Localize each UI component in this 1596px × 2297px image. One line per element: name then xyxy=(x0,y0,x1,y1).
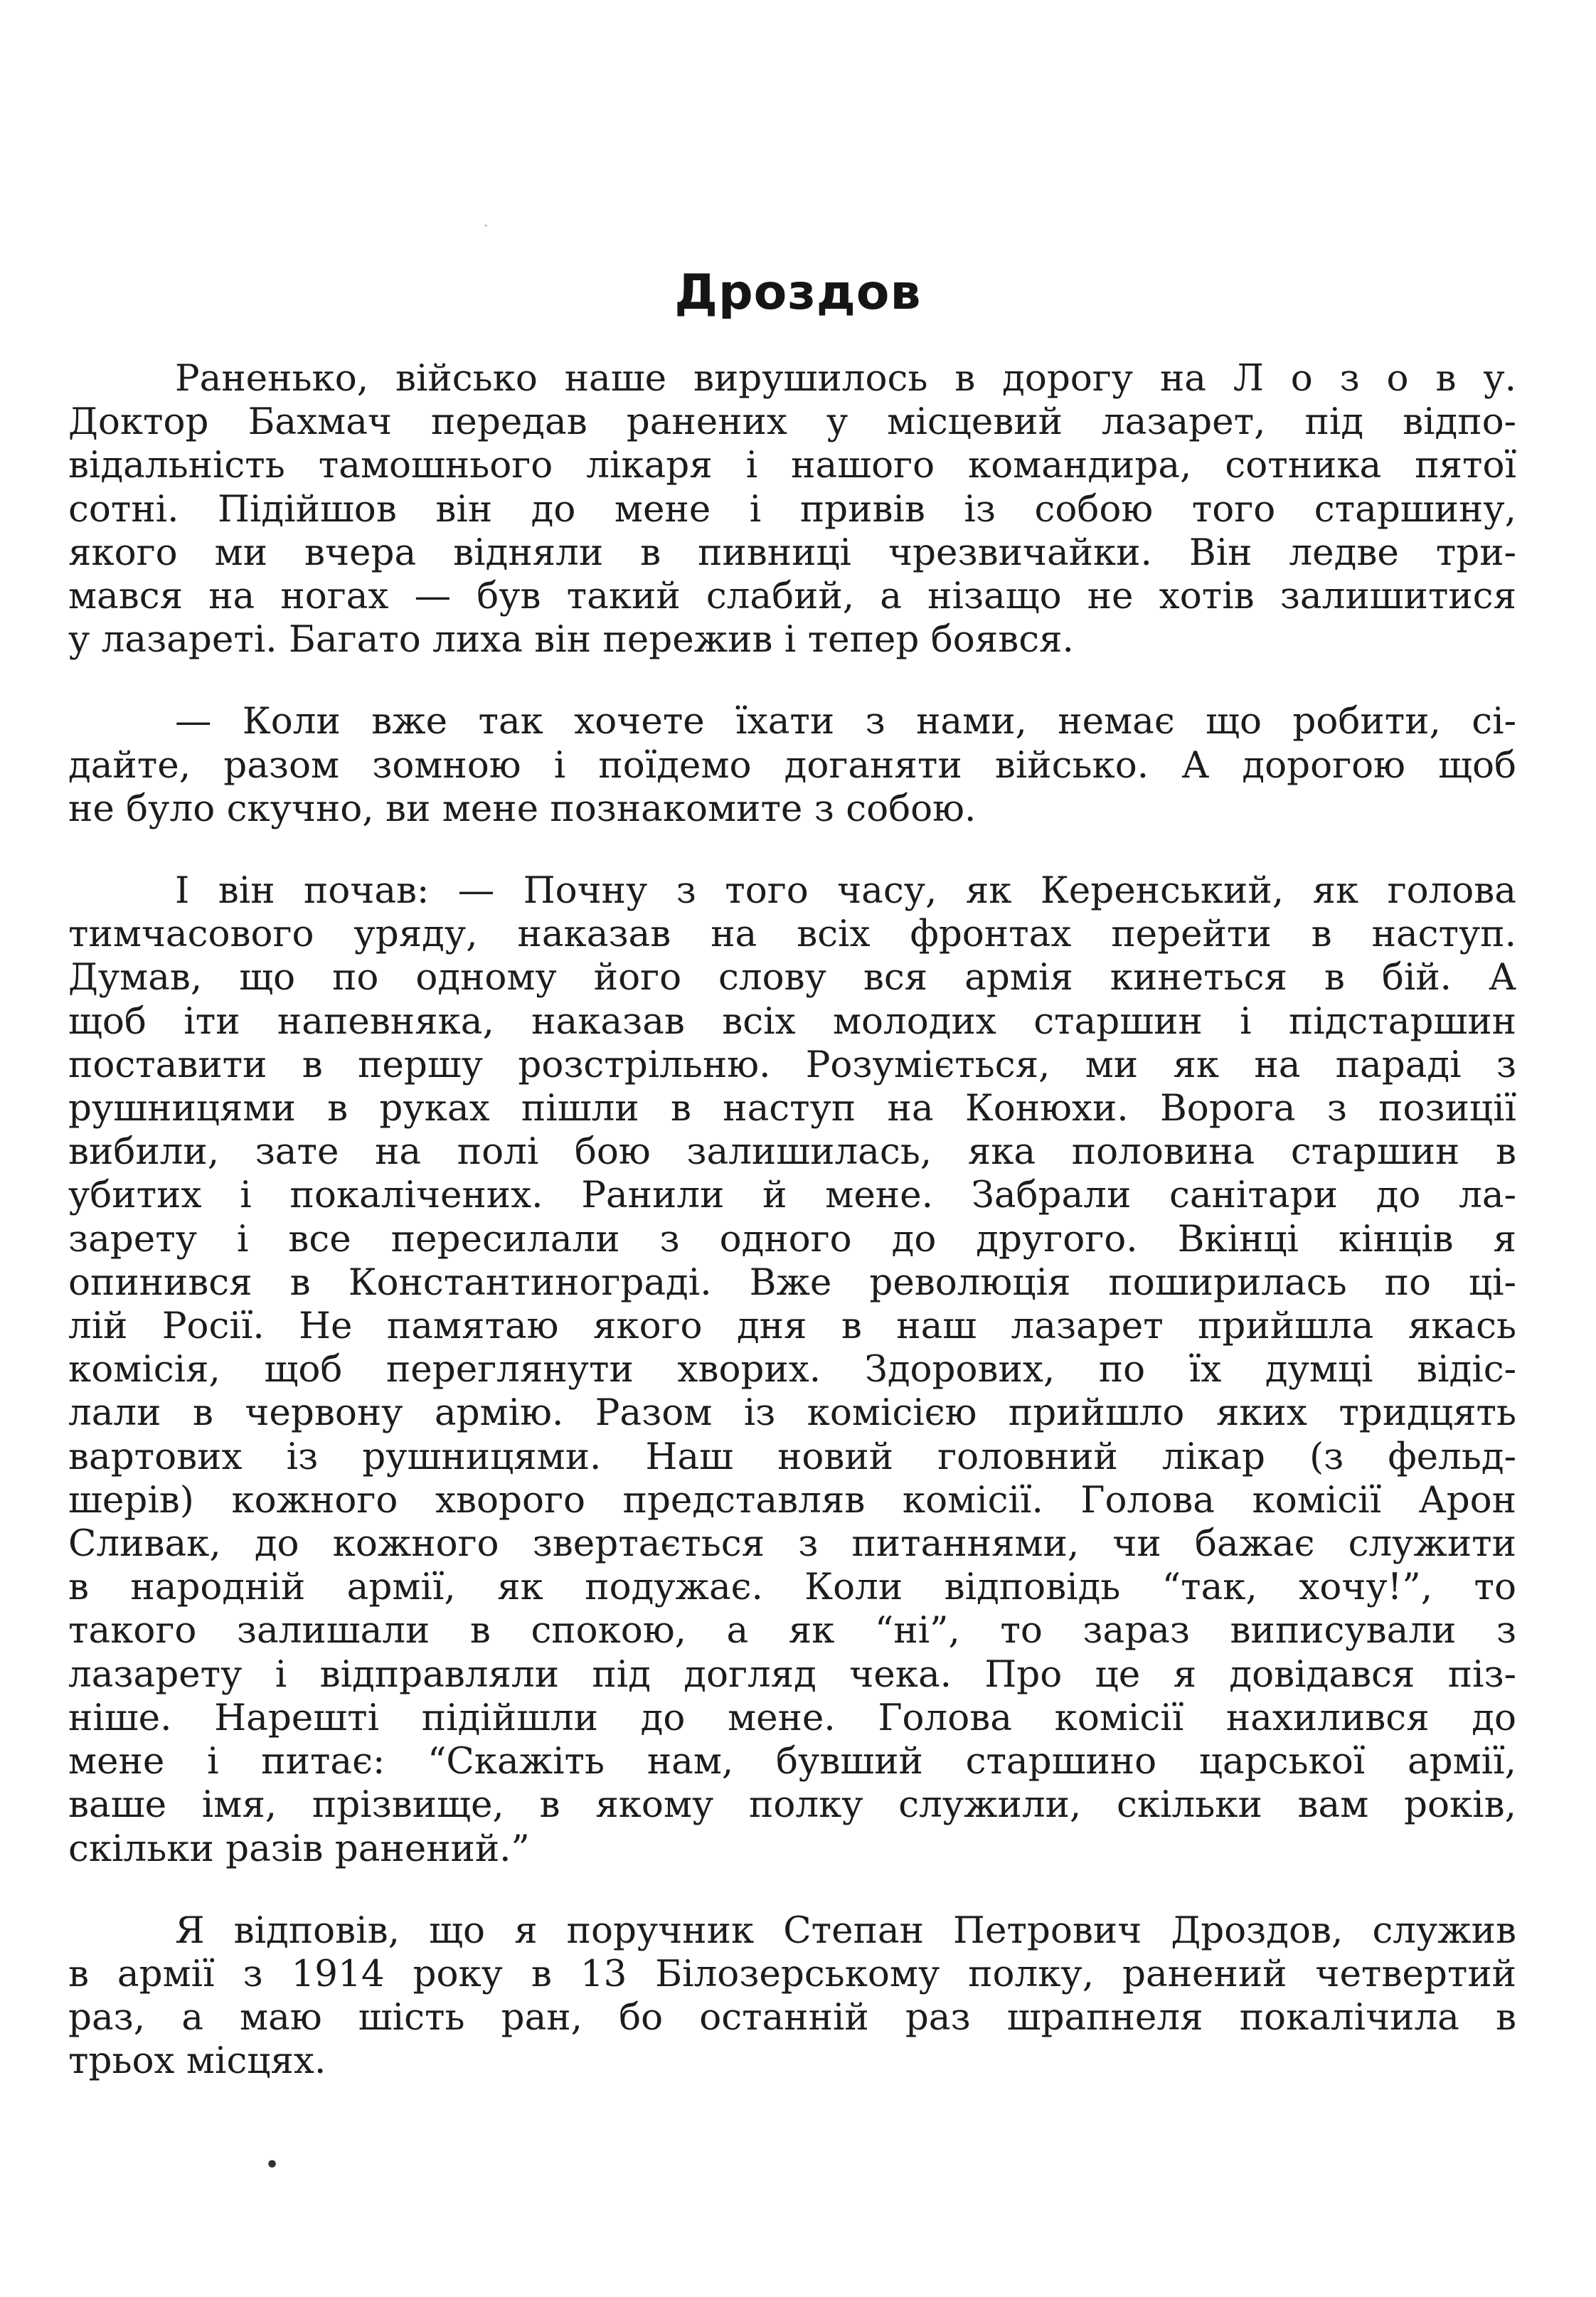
text-line: такого залишали в спокою, а як “ні”, то зараз виписували з xyxy=(68,1609,1516,1653)
text-line: в народній армії, як подужає. Коли відповідь “так, хочу!”, то xyxy=(68,1566,1516,1609)
text-line: рушницями в руках пішли в наступ на Конюхи. Ворога з позиції xyxy=(68,1087,1516,1130)
text-line: Я відповів, що я поручник Степан Петрович Дроздов, служив xyxy=(175,1909,1516,1952)
text-line: Сливак, до кожного звертається з питаннями, чи бажає служити xyxy=(68,1522,1516,1566)
text-line: мене і питає: “Скажіть нам, бувший старшино царської армії, xyxy=(68,1740,1516,1783)
paragraph-1 xyxy=(68,357,1516,662)
ink-dot: • xyxy=(265,2153,280,2177)
text-line: мався на ногах — був такий слабий, а нізащо не хотів залишитися xyxy=(68,575,1516,618)
text-line: ніше. Нарешті підійшли до мене. Голова комісії нахилився до xyxy=(68,1696,1516,1739)
text-line: відальність тамошнього лікаря і нашого командира, сотника пятої xyxy=(68,444,1516,487)
text-line: тимчасового уряду, наказав на всіх фронтах перейти в наступ. xyxy=(68,913,1516,956)
chapter-title: Дроздов xyxy=(674,265,922,321)
text-line: шерів) кожного хворого представляв комісії. Голова комісії Арон xyxy=(68,1478,1516,1522)
text-line: опинився в Константинограді. Вже революція поширилась по ці- xyxy=(68,1261,1516,1304)
text-line: комісія, щоб переглянути хворих. Здорових, по їх думці відіс- xyxy=(68,1348,1516,1391)
text-line: скільки разів ранений.” xyxy=(68,1827,530,1870)
text-line: Раненько, військо наше вирушилось в дорогу на Л о з о в у. xyxy=(175,357,1516,400)
text-line: Доктор Бахмач передав ранених у місцевий лазарет, під відпо- xyxy=(68,400,1516,444)
text-line: лали в червону армію. Разом із комісією прийшло яких тридцять xyxy=(68,1391,1516,1435)
text-line: раз, а маю шість ран, бо останній раз шрапнеля покалічила в xyxy=(68,1996,1516,2039)
text-line: не було скучно, ви мене познакомите з собою. xyxy=(68,787,977,830)
text-line: дайте, разом зомною і поїдемо доганяти військо. А дорогою щоб xyxy=(68,743,1516,787)
text-line: І він почав: — Почну з того часу, як Керенський, як голова xyxy=(175,869,1516,913)
text-line: — Коли вже так хочете їхати з нами, немає що робити, сі- xyxy=(175,700,1516,743)
text-line: вартових із рушницями. Наш новий головний лікар (з фельд- xyxy=(68,1435,1516,1478)
paragraph-2 xyxy=(68,700,1516,831)
text-line: щоб іти напевняка, наказав всіх молодих старшин і підстаршин xyxy=(68,999,1516,1043)
text-line: поставити в першу розстрільню. Розуміється, ми як на параді з xyxy=(68,1043,1516,1086)
text-line: Думав, що по одному його слову вся армія кинеться в бій. А xyxy=(68,956,1516,999)
text-line: зарету і все пересилали з одного до другого. Вкінці кінців я xyxy=(68,1217,1516,1261)
text-line: трьох місцях. xyxy=(68,2039,326,2083)
text-line: лій Росії. Не памятаю якого дня в наш лазарет прийшла якась xyxy=(68,1305,1516,1348)
body-text xyxy=(68,357,1516,2122)
text-line: якого ми вчера відняли в пивниці чрезвичайки. Він ледве три- xyxy=(68,531,1516,574)
text-line: лазарету і відправляли під догляд чека. Про це я довідався піз- xyxy=(68,1653,1516,1696)
text-line: у лазареті. Багато лиха він пережив і тепер боявся. xyxy=(68,618,1074,662)
text-line: сотні. Підійшов він до мене і привів із собою того старшину, xyxy=(68,487,1516,531)
text-line: в армії з 1914 року в 13 Білозерському полку, ранений четвертий xyxy=(68,1952,1516,1995)
text-line: убитих і покалічених. Ранили й мене. Забрали санітари до ла- xyxy=(68,1174,1516,1217)
paragraph-3 xyxy=(68,869,1516,1871)
text-line: ваше імя, прізвище, в якому полку служили, скільки вам років, xyxy=(68,1783,1516,1827)
text-line: вибили, зате на полі бою залишилась, яка половина старшин в xyxy=(68,1130,1516,1174)
paragraph-4 xyxy=(68,1909,1516,2084)
